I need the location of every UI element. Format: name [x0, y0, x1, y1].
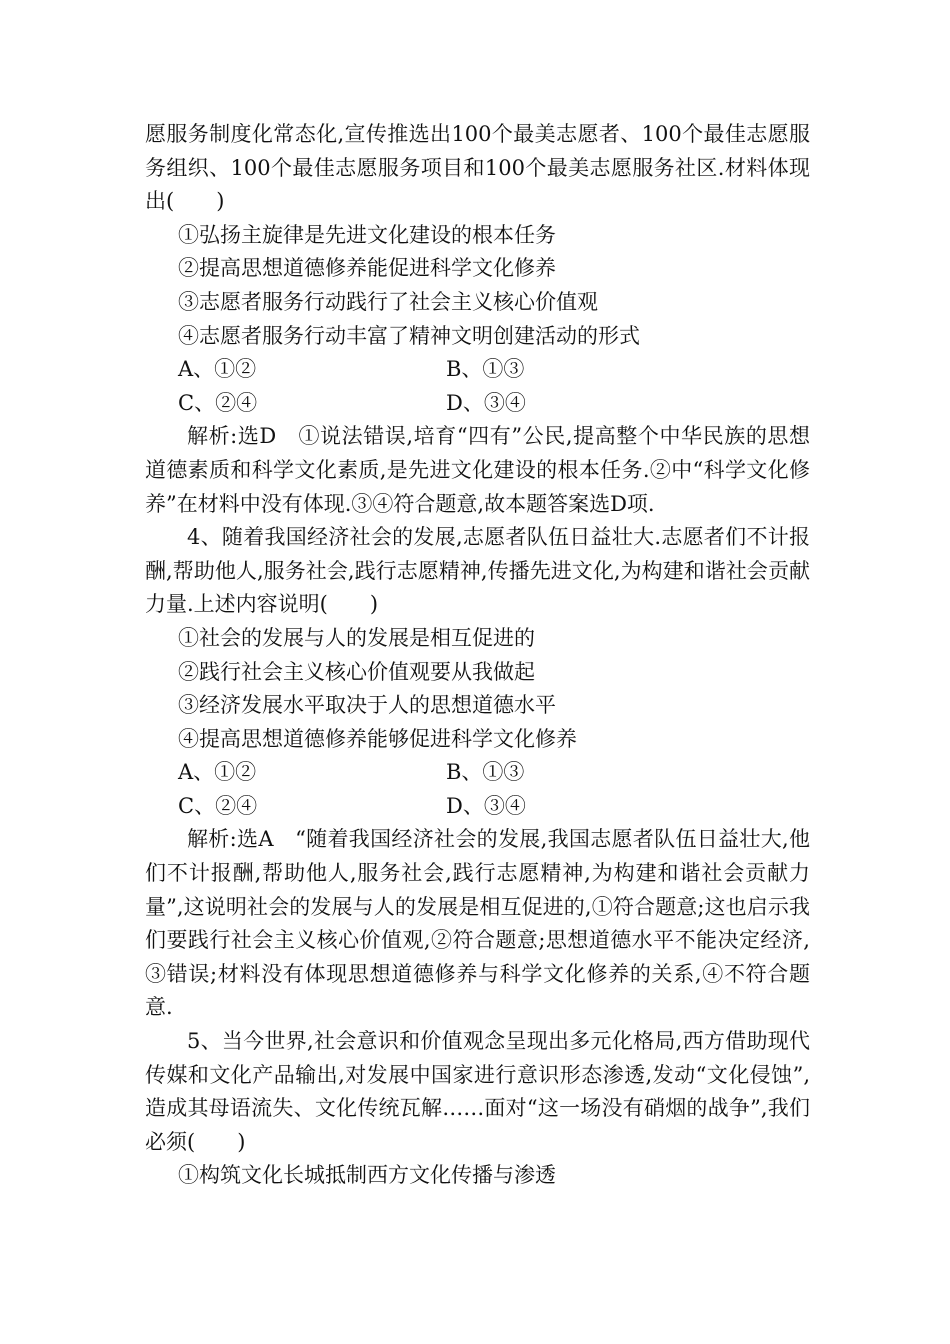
q3-item-3: ③志愿者服务行动践行了社会主义核心价值观 — [178, 289, 598, 314]
q3-options — [145, 353, 810, 420]
q3-item-2: ②提高思想道德修养能促进科学文化修养 — [178, 256, 556, 281]
q3-option-d: D、③④ — [446, 390, 526, 415]
q4-stem: 4、随着我国经济社会的发展,志愿者队伍日益壮大.志愿者们不计报酬,帮助他人,服务社会,践行志愿精神,传播先进文化,为构建和谐社会贡献力量.上述内容说明( ) — [145, 525, 810, 617]
q4-item-4: ④提高思想道德修养能够促进科学文化修养 — [178, 726, 577, 751]
q4-item-1: ①社会的发展与人的发展是相互促进的 — [178, 625, 535, 650]
q3-item-4: ④志愿者服务行动丰富了精神文明创建活动的形式 — [178, 323, 640, 348]
q4-option-b: B、①③ — [446, 760, 525, 785]
q3-analysis: 解析:选D ①说法错误,培育“四有”公民,提高整个中华民族的思想道德素质和科学文化素质,是先进文化建设的根本任务.②中“科学文化修养”在材料中没有体现.③④符合题意,故本题答案选D项. — [145, 424, 810, 516]
q3-item-1: ①弘扬主旋律是先进文化建设的根本任务 — [178, 222, 556, 247]
q4-option-c: C、②④ — [178, 793, 258, 818]
q3-stem-continuation: 愿服务制度化常态化,宣传推选出100个最美志愿者、100个最佳志愿服务组织、100个最佳志愿服务项目和100个最美志愿服务社区.材料体现出( ) — [145, 122, 810, 214]
q4-option-d: D、③④ — [446, 793, 526, 818]
q5-stem: 5、当今世界,社会意识和价值观念呈现出多元化格局,西方借助现代传媒和文化产品输出,对发展中国家进行意识形态渗透,发动“文化侵蚀”,造成其母语流失、文化传统瓦解……面对“这一场没有硝烟的战争”,我们必须( ) — [145, 1029, 810, 1154]
q3-option-c: C、②④ — [178, 390, 258, 415]
q5-item-1: ①构筑文化长城抵制西方文化传播与渗透 — [178, 1163, 556, 1188]
q4-options — [145, 756, 810, 823]
q3-option-a: A、①② — [178, 357, 257, 382]
q3-option-b: B、①③ — [446, 357, 525, 382]
document-body — [145, 118, 810, 1193]
q4-analysis: 解析:选A “随着我国经济社会的发展,我国志愿者队伍日益壮大,他们不计报酬,帮助他人,服务社会,践行志愿精神,为构建和谐社会贡献力量”,这说明社会的发展与人的发展是相互促进的,①符合题意;这也启示我们要践行社会主义核心价值观,②符合题意;思想道德水平不能决定经济,③错误;材料没有体现思想道德修养与科学文化修养的关系,④不符合题意. — [145, 827, 810, 1020]
q4-item-3: ③经济发展水平取决于人的思想道德水平 — [178, 693, 556, 718]
q4-item-2: ②践行社会主义核心价值观要从我做起 — [178, 659, 535, 684]
q4-option-a: A、①② — [178, 760, 257, 785]
